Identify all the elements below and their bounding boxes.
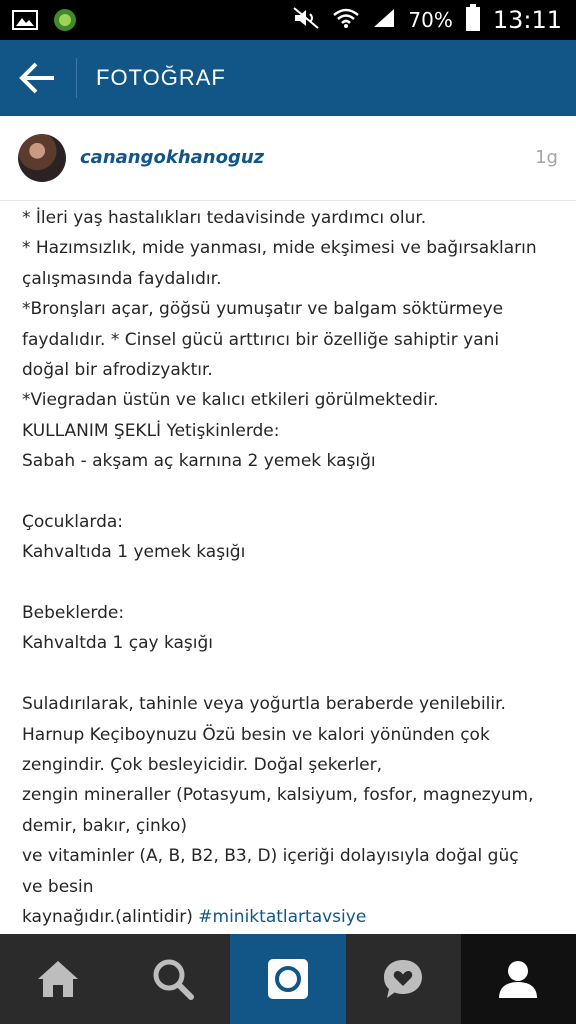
caption-line: ve besin: [22, 876, 94, 897]
bottom-nav: [0, 934, 576, 1024]
nav-profile[interactable]: [461, 934, 576, 1024]
app-bar: [0, 40, 576, 116]
caption-line: Suladırılarak, tahinle veya yoğurtla beraberde yenilebilir.: [22, 694, 506, 715]
caption-last-line: [22, 902, 558, 932]
caption-line: ve vitaminler (A, B, B2, B3, D) içeriği dolayısıyla doğal güç: [22, 846, 519, 867]
camera-icon: [266, 957, 310, 1001]
profile-icon: [497, 958, 539, 1000]
avatar[interactable]: [18, 134, 66, 182]
nav-camera[interactable]: [230, 934, 345, 1024]
caption-line: Harnup Keçiboynuzu Özü besin ve kalori yönünden çok: [22, 724, 490, 745]
mute-icon: [292, 6, 320, 34]
username-link[interactable]: canangokhanoguz: [80, 147, 265, 168]
caption-line: *Bronşları açar, göğsü yumuşatır ve balgam söktürmeye: [22, 299, 504, 320]
app-bar-divider: [76, 58, 77, 98]
search-icon: [151, 957, 195, 1001]
back-button[interactable]: [18, 60, 58, 96]
caption-blank-line: [22, 659, 558, 689]
nav-search[interactable]: [115, 934, 230, 1024]
caption-line: * İleri yaş hastalıkları tedavisinde yardımcı olur.: [22, 208, 427, 228]
caption-line: Sabah - akşam aç karnına 2 yemek kaşığı: [22, 451, 376, 472]
gallery-notification-icon: [12, 9, 38, 35]
caption-line: doğal bir afrodizyaktır.: [22, 359, 213, 380]
caption-blank-line: [22, 568, 558, 598]
caption-blank-line: [22, 477, 558, 507]
caption-line: çalışmasında faydalıdır.: [22, 268, 222, 289]
caption-line: Kahvaltda 1 çay kaşığı: [22, 633, 214, 654]
nav-home[interactable]: [0, 934, 115, 1024]
clock: 13:11: [492, 6, 562, 34]
caption-text: kaynağıdır.(alintidir): [22, 906, 199, 927]
status-bar: [0, 0, 576, 40]
battery-percent: 70%: [408, 8, 453, 32]
caption-line: demir, bakır, çinko): [22, 815, 188, 836]
caption-line: Çocuklarda:: [22, 511, 124, 532]
battery-icon: [465, 4, 481, 36]
caption-line: Bebeklerde:: [22, 603, 125, 624]
post-caption: [22, 203, 558, 932]
signal-icon: [372, 7, 396, 33]
app-notification-icon: [52, 7, 78, 37]
page-title: FOTOĞRAF: [96, 65, 226, 90]
caption-line: KULLANIM ŞEKLİ Yetişkinlerde:: [22, 420, 280, 441]
caption-line: *Viegradan üstün ve kalıcı etkileri görülmektedir.: [22, 390, 439, 411]
caption-line: * Hazımsızlık, mide yanması, mide ekşimesi ve bağırsakların: [22, 238, 537, 259]
heart-icon: [380, 956, 426, 1002]
wifi-icon: [332, 7, 360, 33]
nav-activity[interactable]: [346, 934, 461, 1024]
back-arrow-icon: [18, 60, 58, 96]
post-header: [0, 116, 576, 201]
caption-line: Kahvaltıda 1 yemek kaşığı: [22, 542, 246, 563]
caption-line: zengin mineraller (Potasyum, kalsiyum, fosfor, magnezyum,: [22, 785, 534, 806]
hashtag-link[interactable]: #miniktatlartavsiye: [198, 906, 367, 927]
post-timestamp: 1g: [535, 147, 558, 168]
home-icon: [35, 958, 81, 1000]
caption-line: faydalıdır. * Cinsel gücü arttırıcı bir özelliğe sahiptir yani: [22, 329, 500, 350]
caption-line: zengindir. Çok besleyicidir. Doğal şekerler,: [22, 755, 383, 776]
